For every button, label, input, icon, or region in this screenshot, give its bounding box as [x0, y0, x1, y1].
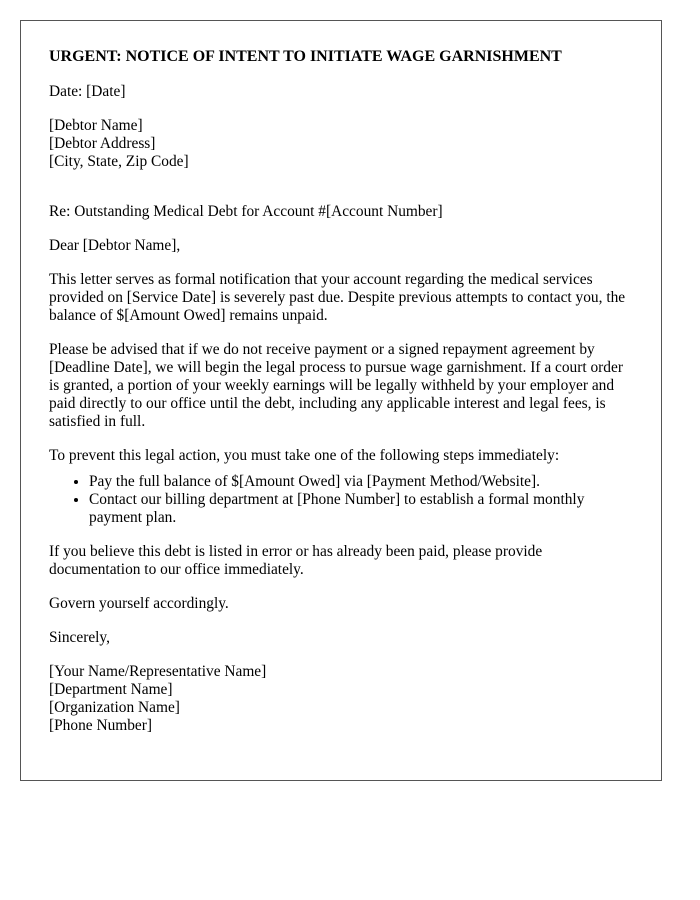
body-paragraph-notification: This letter serves as formal notification that your account regarding the medical services provided on [Service Date] is severely past due. Despite previous attempts to contact you, the balance of $[Amount Owed] remains unpaid. [49, 271, 626, 324]
body-paragraph-error: If you believe this debt is listed in error or has already been paid, please provide documentation to our office immediately. [49, 543, 543, 578]
spacer [49, 187, 633, 203]
salutation: Dear [Debtor Name], [49, 237, 181, 254]
signature-name: [Your Name/Representative Name] [49, 663, 267, 680]
letter-date: Date: [Date] [49, 83, 126, 100]
letter-title: URGENT: NOTICE OF INTENT TO INITIATE WAGE GARNISHMENT [49, 48, 562, 65]
body-paragraph-garnishment: Please be advised that if we do not receive payment or a signed repayment agreement by [Deadline Date], we will begin the legal process to pursue wage garnishment. If a court order is granted, a portion of your weekly earnings will be legally withheld by your employer and paid directly to our office until the debt, including any applicable interest and legal fees, is satisfied in full. [49, 341, 623, 430]
signature-block [49, 663, 633, 735]
subject-line: Re: Outstanding Medical Debt for Account #[Account Number] [49, 203, 443, 220]
signature-phone: [Phone Number] [49, 717, 153, 734]
steps-list [49, 473, 633, 527]
list-item: • Contact our billing department at [Phone Number] to establish a formal monthly payment plan. [89, 491, 633, 527]
recipient-name: [Debtor Name] [49, 117, 143, 134]
govern-line: Govern yourself accordingly. [49, 595, 229, 612]
signature-organization: [Organization Name] [49, 699, 180, 716]
body-paragraph-steps-intro: To prevent this legal action, you must take one of the following steps immediately: [49, 447, 560, 464]
recipient-city-state-zip: [City, State, Zip Code] [49, 153, 189, 170]
recipient-address: [Debtor Address] [49, 135, 156, 152]
signature-department: [Department Name] [49, 681, 173, 698]
letter-document [20, 20, 662, 781]
closing: Sincerely, [49, 629, 110, 646]
list-item: • Pay the full balance of $[Amount Owed] via [Payment Method/Website]. [89, 473, 633, 491]
